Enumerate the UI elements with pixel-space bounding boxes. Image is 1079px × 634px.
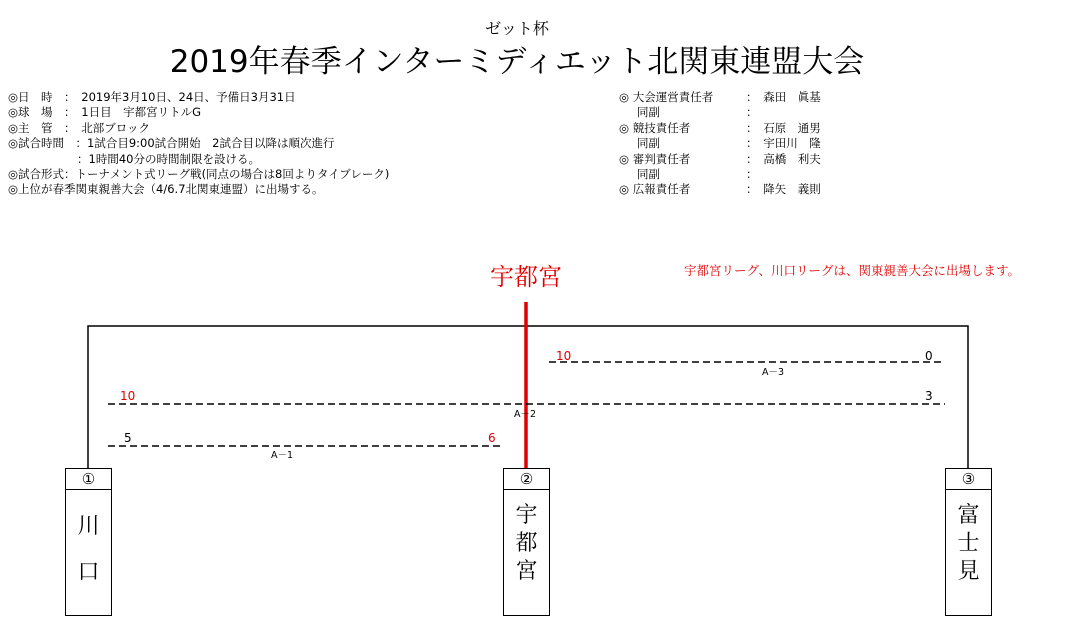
info-line-host: ◎主 管 ： 北部ブロック: [8, 120, 151, 135]
staff-name: ：: [746, 105, 758, 120]
staff-role: 同副: [637, 105, 660, 120]
team-name-char: 宮: [515, 559, 538, 584]
advance-note: 宇都宮リーグ、川口リーグは、関東親善大会に出場します。: [684, 263, 1021, 278]
staff-role: ◎ 大会運営責任者: [619, 90, 714, 104]
info-line-format: ◎試合形式：トーナメント式リーグ戦(同点の場合は8回よりタイブレーク): [8, 167, 390, 182]
info-line-date: ◎日 時 ： 2019年3月10日、24日、予備日3月31日: [8, 90, 296, 104]
winner-label: 宇都宮: [490, 263, 562, 291]
match-a1-right-score: 6: [488, 431, 496, 445]
staff-name: ： 宇田川 隆: [746, 136, 821, 151]
team-name-char: 都: [515, 531, 538, 556]
team-box-kawaguchi: [65, 468, 112, 616]
match-a2-left-score: 10: [120, 389, 136, 403]
info-line-time-limit: ：1時間40分の時間制限を設ける。: [8, 151, 260, 166]
staff-role: ◎ 広報責任者: [619, 182, 691, 197]
team-name: [946, 490, 991, 586]
staff-name: ： 石原 通男: [746, 120, 821, 135]
match-a2-label: A－2: [514, 409, 537, 420]
staff-name: ： 降矢 義則: [746, 182, 821, 197]
team-name-char: 富: [957, 503, 980, 528]
team-number: ①: [66, 469, 111, 490]
info-line-time: ◎試合時間 ：1試合目9:00試合開始 2試合目以降は順次進行: [8, 136, 335, 151]
match-a1-left-score: 5: [124, 431, 132, 445]
match-a3-left-score: 10: [556, 349, 572, 363]
team-name: [504, 490, 549, 586]
staff-name: ： 森田 眞基: [746, 90, 821, 104]
match-a1-label: A－1: [271, 450, 294, 461]
team-box-utsunomiya: [503, 468, 550, 616]
team-box-fujimi: [945, 468, 992, 616]
staff-role: ◎ 審判責任者: [619, 151, 691, 166]
sponsor-name: ゼット杯: [485, 19, 549, 38]
team-name: [66, 490, 111, 596]
staff-role: 同副: [637, 136, 660, 151]
team-name-char: 口: [77, 560, 100, 585]
team-number: ③: [946, 469, 991, 490]
team-name-char: 士: [957, 531, 980, 556]
staff-role: 同副: [637, 167, 660, 182]
match-a3-label: A－3: [762, 367, 785, 378]
team-name-char: 見: [957, 559, 980, 584]
match-a3-right-score: 0: [925, 349, 933, 363]
team-number: ②: [504, 469, 549, 490]
info-line-advance: ◎上位が春季関東親善大会（4/6.7北関東連盟）に出場する。: [8, 182, 324, 197]
staff-role: ◎ 競技責任者: [619, 120, 691, 135]
info-line-venue: ◎球 場 ： 1日目 宇都宮リトルG: [8, 105, 202, 120]
team-name-char: 川: [77, 514, 100, 539]
team-name-char: 宇: [515, 503, 538, 528]
match-a2-right-score: 3: [925, 389, 933, 403]
page-title: 2019年春季インターミディエット北関東連盟大会: [169, 44, 865, 80]
staff-name: ：: [746, 167, 758, 182]
staff-name: ： 高橋 利夫: [746, 151, 821, 166]
